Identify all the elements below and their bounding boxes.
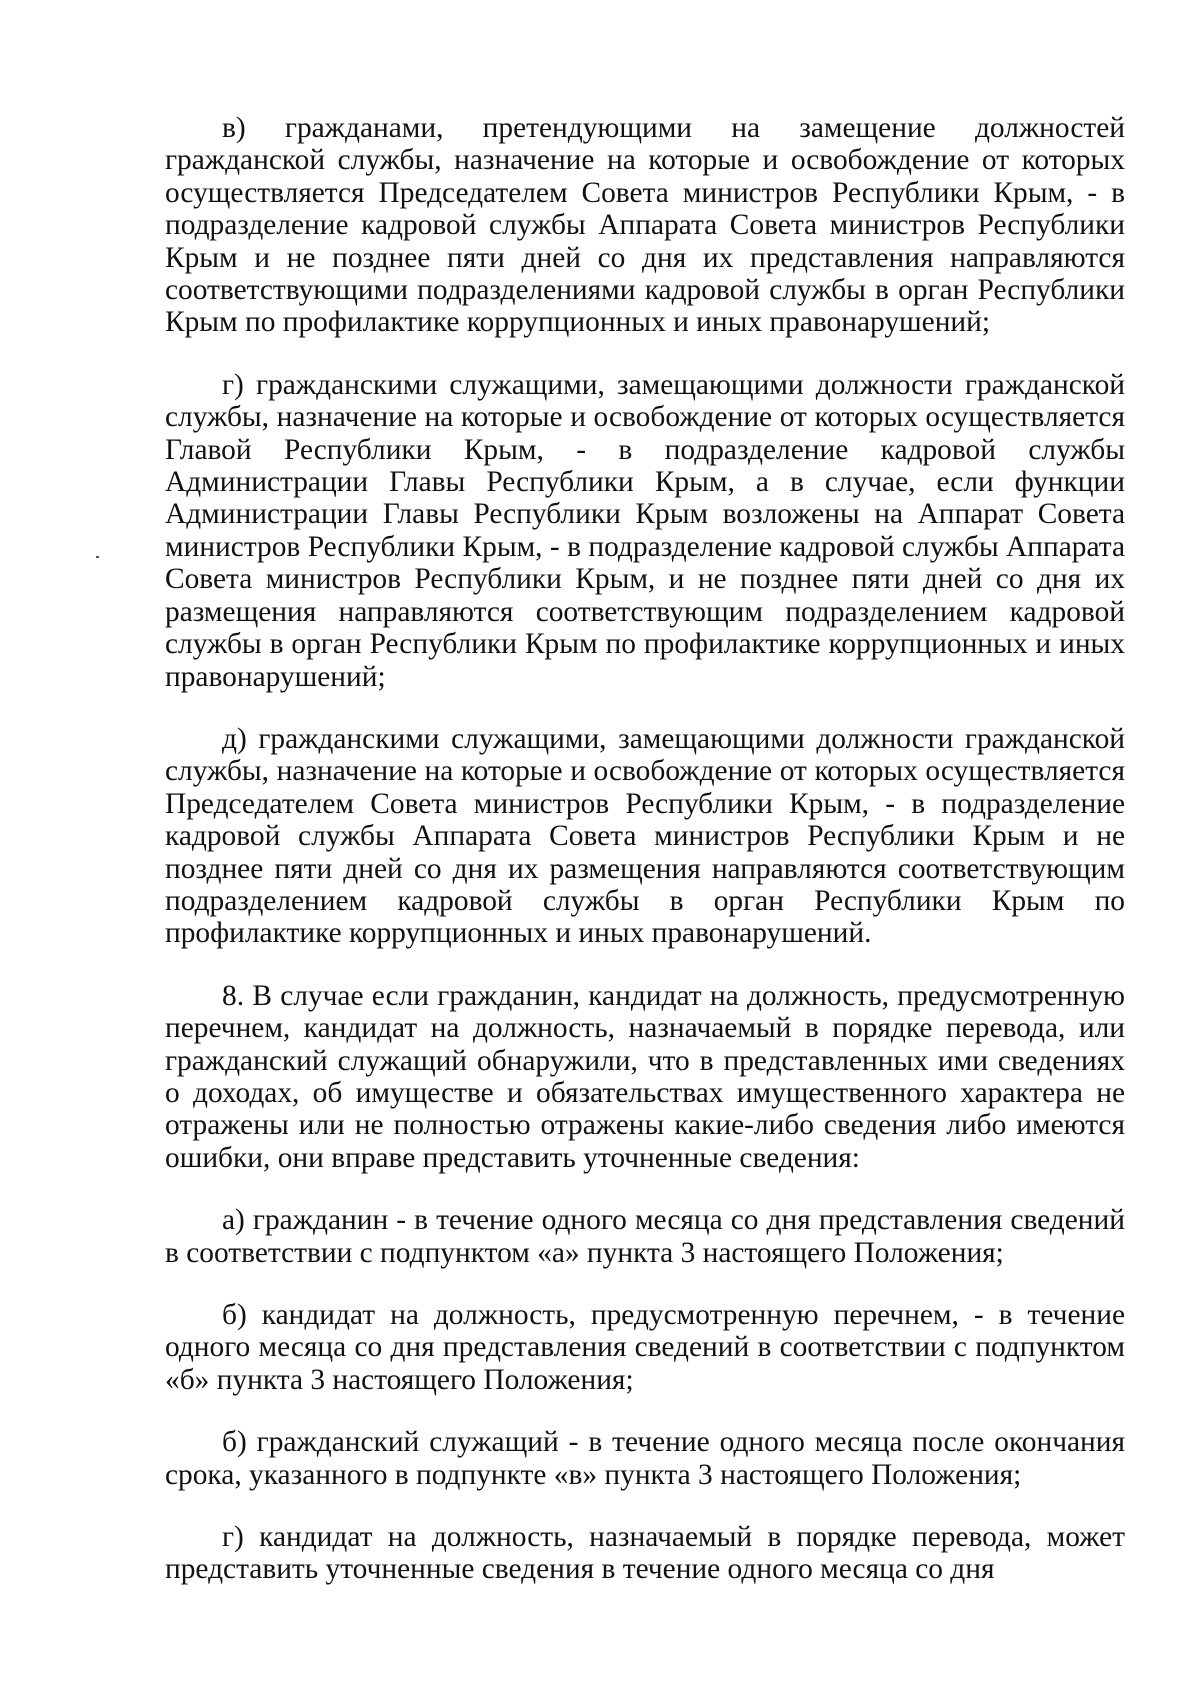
paragraph-v-citizens: в) гражданами, претендующими на замещение должностей гражданской службы, назначение на которые и освобождение от которых осуществляется Председателем Совета министров Республики Крым, - в подразделение кадровой службы Аппарата Совета министров Республики Крым и не позднее пяти дней со дня их представления направляются соответствующими подразделениями кадровой службы в орган Республики Крым по профилактике коррупционных и иных правонарушений;	[165, 112, 1125, 339]
paragraph-b-candidate-deadline: б) кандидат на должность, предусмотренную перечнем, - в течение одного месяца со дня представления сведений в соответствии с подпунктом «б» пункта 3 настоящего Положения;	[165, 1299, 1125, 1396]
scan-artifact-dot	[96, 556, 99, 558]
paragraph-a-citizen-deadline: а) гражданин - в течение одного месяца со дня представления сведений в соответствии с подпунктом «а» пункта 3 настоящего Положения;	[165, 1204, 1125, 1269]
paragraph-d-civil-servants-chairman: д) гражданскими служащими, замещающими должности гражданской службы, назначение на которые и освобождение от которых осуществляется Председателем Совета министров Республики Крым, - в подразделение кадровой службы Аппарата Совета министров Республики Крым и не позднее пяти дней со дня их размещения направляются соответствующим подразделением кадровой службы в орган Республики Крым по профилактике коррупционных и иных правонарушений.	[165, 722, 1125, 950]
paragraph-g-transfer-candidate: г) кандидат на должность, назначаемый в порядке перевода, может представить уточненные сведения в течение одного месяца со дня	[165, 1521, 1125, 1586]
paragraph-b-civil-servant-deadline: б) гражданский служащий - в течение одного месяца после окончания срока, указанного в подпункте «в» пункта 3 настоящего Положения;	[165, 1426, 1125, 1491]
paragraph-g-civil-servants-head: г) гражданскими служащими, замещающими должности гражданской службы, назначение на которые и освобождение от которых осуществляется Главой Республики Крым, - в подразделение кадровой службы Администрации Главы Республики Крым, а в случае, если функции Администрации Главы Республики Крым возложены на Аппарат Совета министров Республики Крым, - в подразделение кадровой службы Аппарата Совета министров Республики Крым, и не позднее пяти дней со дня их размещения направляются соответствующим подразделением кадровой службы в орган Республики Крым по профилактике коррупционных и иных правонарушений;	[165, 368, 1125, 693]
paragraph-8-corrected-info: 8. В случае если гражданин, кандидат на должность, предусмотренную перечнем, кандидат на должность, назначаемый в порядке перевода, или гражданский служащий обнаружили, что в представленных ими сведениях о доходах, об имуществе и обязательствах имущественного характера не отражены или не полностью отражены какие-либо сведения либо имеются ошибки, они вправе представить уточненные сведения:	[165, 979, 1125, 1174]
document-body	[165, 112, 1125, 1586]
